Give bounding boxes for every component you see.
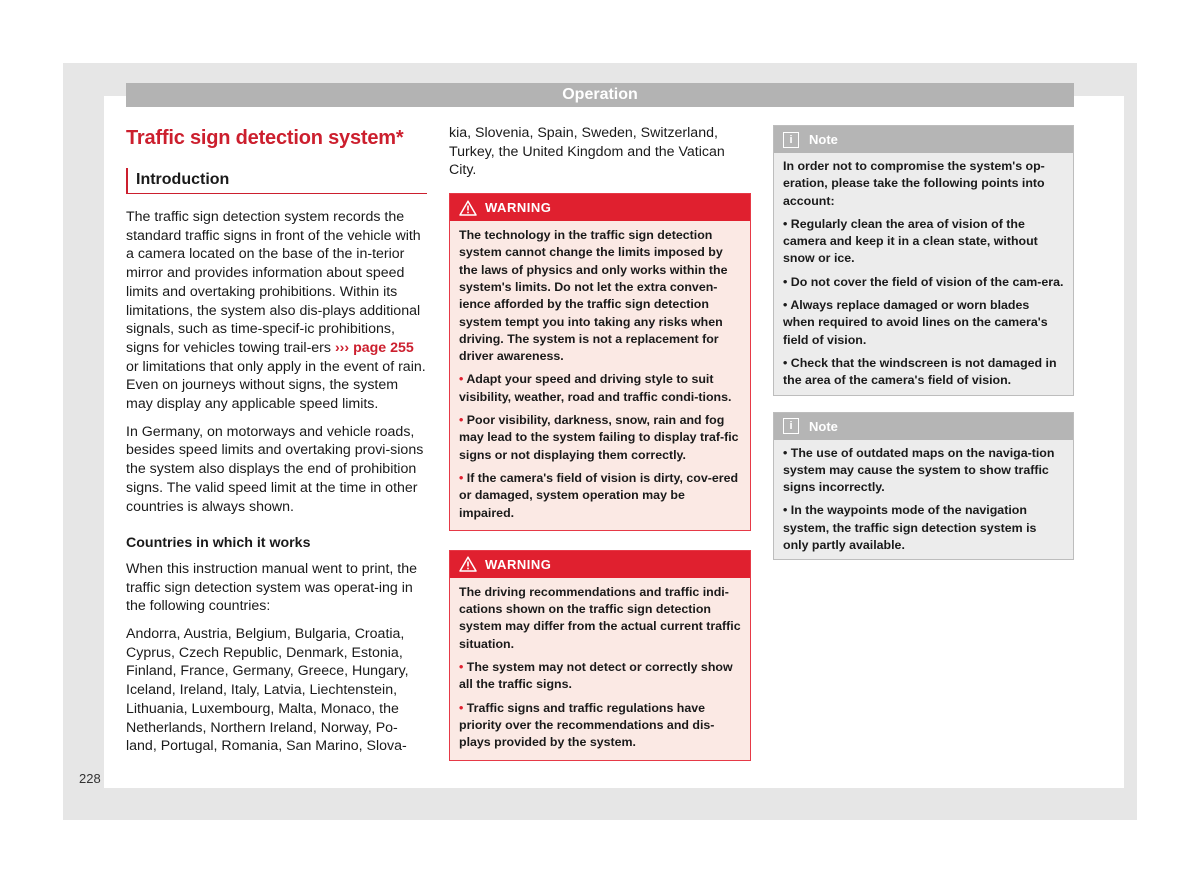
bullet-icon: •: [459, 660, 464, 675]
note-bullet: • Always replace damaged or worn blades when required to avoid lines on the camera's field of vision.: [783, 298, 1048, 347]
note-bullet: • Check that the windscreen is not damaged in the area of the camera's field of vision.: [783, 355, 1057, 388]
bullet-icon: •: [459, 700, 464, 715]
note-bullet-text: Always replace damaged or worn blades when required to avoid lines on the camera's field of vision.: [783, 298, 1048, 347]
note-label: Note: [809, 418, 838, 434]
note-header: [774, 126, 1073, 153]
note-bullet-text: Do not cover the field of vision of the cam-era.: [790, 274, 1064, 289]
warning-body: [450, 578, 750, 760]
countries-heading: Countries in which it works: [126, 535, 311, 552]
note-bullet-text: Regularly clean the area of vision of the camera and keep it in a clean state, without snow or ice.: [783, 216, 1038, 266]
note-bullet: • Regularly clean the area of vision of the camera and keep it in a clean state, without snow or ice.: [783, 216, 1038, 266]
warning-label: WARNING: [485, 556, 552, 572]
note-label: Note: [809, 132, 838, 147]
note-intro: In order not to compromise the system's op-eration, please take the following points into account:: [783, 159, 1045, 208]
note-bullet-text: Check that the windscreen is not damaged in the area of the camera's field of vision.: [783, 355, 1057, 388]
warning-intro: The driving recommendations and traffic indi-cations shown on the traffic sign detection system may differ from the actual current traffic situation.: [459, 584, 741, 651]
warning-bullet-text: If the camera's field of vision is dirty, cov-ered or damaged, system operation may be impaired.: [459, 470, 739, 520]
left-column: [126, 124, 427, 756]
bullet-icon: •: [459, 470, 464, 485]
warning-bullet-text: Traffic signs and traffic regulations have priority over the recommendations and dis-plays provided by the system.: [459, 700, 715, 750]
countries-list-paragraph: Andorra, Austria, Belgium, Bulgaria, Croatia, Cyprus, Czech Republic, Denmark, Estonia, Finland, France, Germany, Greece, Hungary, Iceland, Ireland, Italy, Latvia, Liechtenstein, Lithuania, Luxembourg, Malta, Monaco, the Netherlands, Northern Ireland, Norway, Po-land, Portugal, Romania, San Marino, Slova-: [126, 626, 409, 755]
warning-label: WARNING: [485, 200, 552, 216]
note-bullet: • In the waypoints mode of the navigation system, the traffic sign detection system is only partly available.: [783, 503, 1037, 553]
warning-bullet: [459, 659, 741, 694]
note-box-2: [773, 412, 1074, 561]
right-column: [773, 125, 1074, 560]
page-reference-link[interactable]: ››› page 255: [334, 339, 414, 356]
page-number: 228: [79, 771, 101, 786]
warning-bullet: [459, 470, 741, 522]
note-bullet-text: In the waypoints mode of the navigation system, the traffic sign detection system is only partly available.: [783, 503, 1037, 553]
section-header: Operation: [126, 83, 1074, 107]
note-body: [774, 440, 1073, 560]
info-icon: i: [783, 418, 799, 434]
warning-bullet-text: Adapt your speed and driving style to suit visibility, weather, road and traffic condi-tions.: [459, 372, 732, 404]
warning-body: [450, 221, 750, 530]
note-bullet: • Do not cover the field of vision of the cam-era.: [783, 274, 1064, 289]
germany-paragraph: In Germany, on motorways and vehicle roads, besides speed limits and overtaking provi-sions the system also displays the end of prohibition signs. The valid speed limit at the time in other countries is always shown.: [126, 423, 424, 515]
note-bullet: • The use of outdated maps on the naviga-tion system may cause the system to show traffic signs incorrectly.: [783, 445, 1055, 495]
countries-list-continuation: kia, Slovenia, Spain, Sweden, Switzerland, Turkey, the United Kingdom and the Vatican City.: [449, 125, 725, 179]
warning-triangle-icon: [459, 200, 477, 216]
warning-box-1: [449, 193, 751, 531]
note-body: [774, 153, 1073, 395]
info-icon: i: [783, 132, 799, 148]
note-box-1: [773, 125, 1074, 396]
warning-box-2: [449, 550, 751, 761]
section-subheading: Introduction: [126, 168, 427, 194]
warning-bullet-text: The system may not detect or correctly show all the traffic signs.: [459, 660, 733, 692]
page-title: Traffic sign detection system*: [126, 127, 404, 149]
warning-header: [450, 551, 750, 578]
intro-paragraph: [126, 208, 427, 414]
bullet-icon: •: [459, 372, 464, 387]
intro-text-part1: The traffic sign detection system records the standard traffic signs in front of the vehicle with a camera located on the base of the in-terior mirror and provides information about speed limits and overtaking prohibitions. Within its limitations, the system also dis-plays additional signals, such as time-specif-ic prohibitions, signs for vehicles towing trail-ers: [126, 209, 421, 356]
warning-intro: The technology in the traffic sign detection system cannot change the limits imposed by the laws of physics and only works within the system's limits. Do not let the extra conven-ience afforded by the traffic sign detection system tempt you into taking any risks when driving. The system is not a replacement for driver awareness.: [459, 228, 728, 364]
warning-bullet-text: Poor visibility, darkness, snow, rain and fog may lead to the system failing to display traf-fic signs or not displaying them correctly.: [459, 413, 739, 462]
warning-bullet: [459, 700, 741, 752]
warning-bullet: [459, 371, 741, 406]
note-bullet-text: The use of outdated maps on the naviga-tion system may cause the system to show traffic signs incorrectly.: [783, 445, 1055, 495]
warning-bullet: [459, 412, 741, 464]
warning-triangle-icon: [459, 556, 477, 572]
middle-column: [449, 124, 751, 761]
warning-header: [450, 194, 750, 221]
intro-text-part2: or limitations that only apply in the event of rain. Even on journeys without signs, the system may display any applicable speed limits.: [126, 358, 426, 413]
bullet-icon: •: [459, 413, 464, 428]
note-header: [774, 413, 1073, 440]
countries-intro-paragraph: When this instruction manual went to print, the traffic sign detection system was operat-ing in the following countries:: [126, 560, 417, 615]
